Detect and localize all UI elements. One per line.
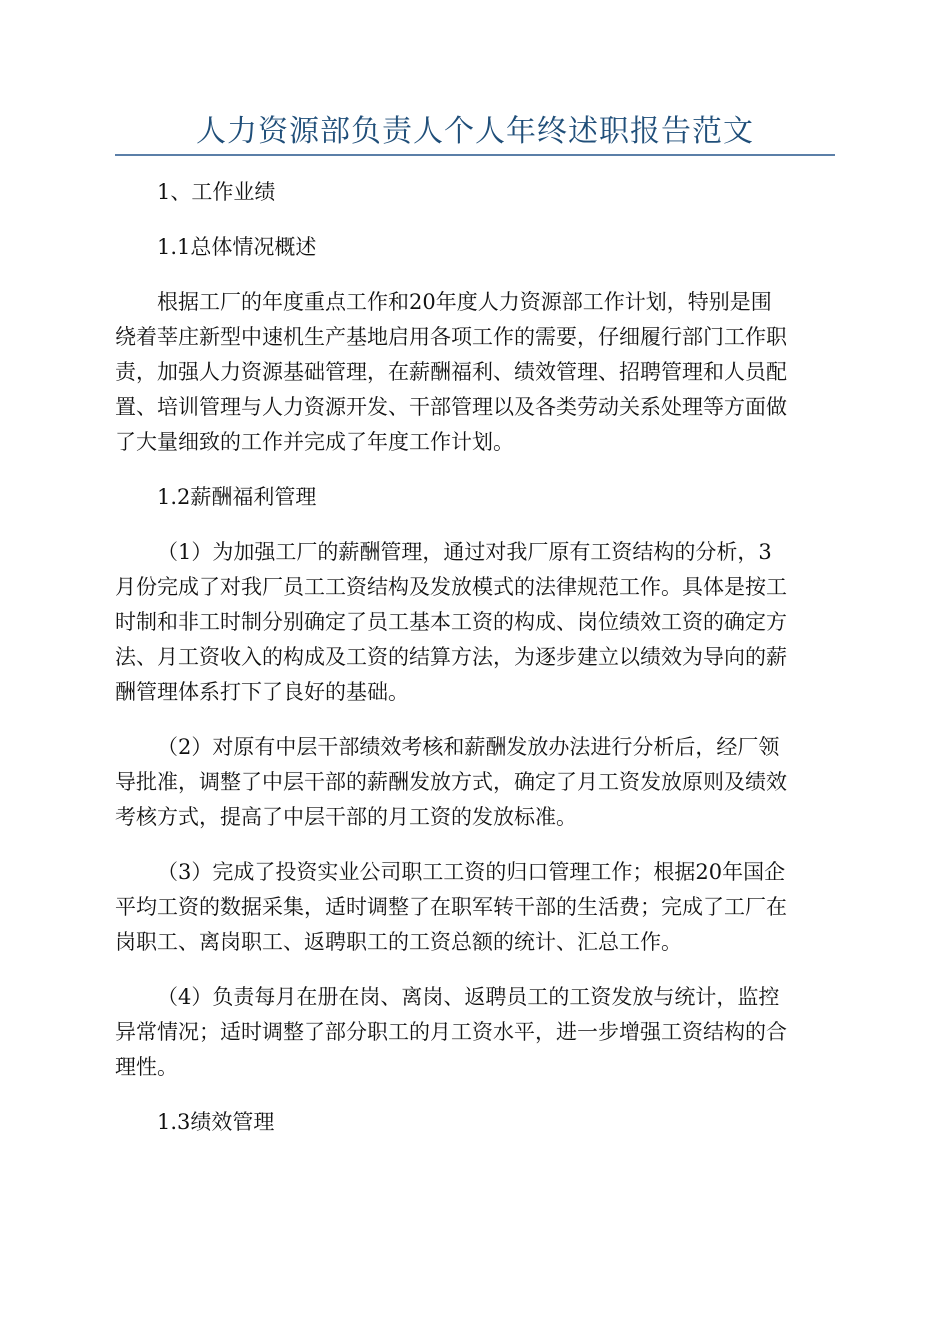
paragraph-line: （4）负责每月在册在岗、离岗、返聘员工的工资发放与统计，监控 xyxy=(157,985,780,1009)
paragraph-line: （2）对原有中层干部绩效考核和薪酬发放办法进行分析后，经厂领 xyxy=(157,735,780,759)
title-underline xyxy=(115,154,835,156)
document-title: 人力资源部负责人个人年终述职报告范文 xyxy=(196,114,754,149)
paragraph-line: 根据工厂的年度重点工作和20年度人力资源部工作计划，特别是围 xyxy=(157,290,772,314)
section-heading xyxy=(115,1105,835,1140)
paragraph-line: 导批准，调整了中层干部的薪酬发放方式，确定了月工资发放原则及绩效 xyxy=(115,770,787,794)
document-body xyxy=(115,175,835,1160)
paragraph-line: 理性。 xyxy=(115,1055,178,1079)
paragraph-line: 责，加强人力资源基础管理，在薪酬福利、绩效管理、招聘管理和人员配 xyxy=(115,360,787,384)
section-heading xyxy=(115,230,835,265)
paragraph xyxy=(115,285,835,460)
section-heading xyxy=(115,175,835,210)
paragraph xyxy=(115,980,835,1085)
paragraph xyxy=(115,855,835,960)
paragraph xyxy=(115,535,835,710)
paragraph-line: 异常情况；适时调整了部分职工的月工资水平，进一步增强工资结构的合 xyxy=(115,1020,787,1044)
paragraph-line: 了大量细致的工作并完成了年度工作计划。 xyxy=(115,430,514,454)
paragraph-line: （3）完成了投资实业公司职工工资的归口管理工作；根据20年国企 xyxy=(157,860,786,884)
heading-text: 1.2薪酬福利管理 xyxy=(157,485,317,509)
paragraph-line: 法、月工资收入的构成及工资的结算方法，为逐步建立以绩效为导向的薪 xyxy=(115,645,787,669)
paragraph-line: （1）为加强工厂的薪酬管理，通过对我厂原有工资结构的分析，3 xyxy=(157,540,772,564)
paragraph-line: 酬管理体系打下了良好的基础。 xyxy=(115,680,409,704)
paragraph-line: 平均工资的数据采集，适时调整了在职军转干部的生活费；完成了工厂在 xyxy=(115,895,787,919)
paragraph-line: 月份完成了对我厂员工工资结构及发放模式的法律规范工作。具体是按工 xyxy=(115,575,787,599)
paragraph-line: 置、培训管理与人力资源开发、干部管理以及各类劳动关系处理等方面做 xyxy=(115,395,787,419)
paragraph-line: 考核方式，提高了中层干部的月工资的发放标准。 xyxy=(115,805,577,829)
paragraph-line: 岗职工、离岗职工、返聘职工的工资总额的统计、汇总工作。 xyxy=(115,930,682,954)
paragraph xyxy=(115,730,835,835)
heading-text: 1.1总体情况概述 xyxy=(157,235,317,259)
heading-text: 1、工作业绩 xyxy=(157,180,276,204)
heading-text: 1.3绩效管理 xyxy=(157,1110,275,1134)
paragraph-line: 时制和非工时制分别确定了员工基本工资的构成、岗位绩效工资的确定方 xyxy=(115,610,787,634)
paragraph-line: 绕着莘庄新型中速机生产基地启用各项工作的需要，仔细履行部门工作职 xyxy=(115,325,787,349)
section-heading xyxy=(115,480,835,515)
